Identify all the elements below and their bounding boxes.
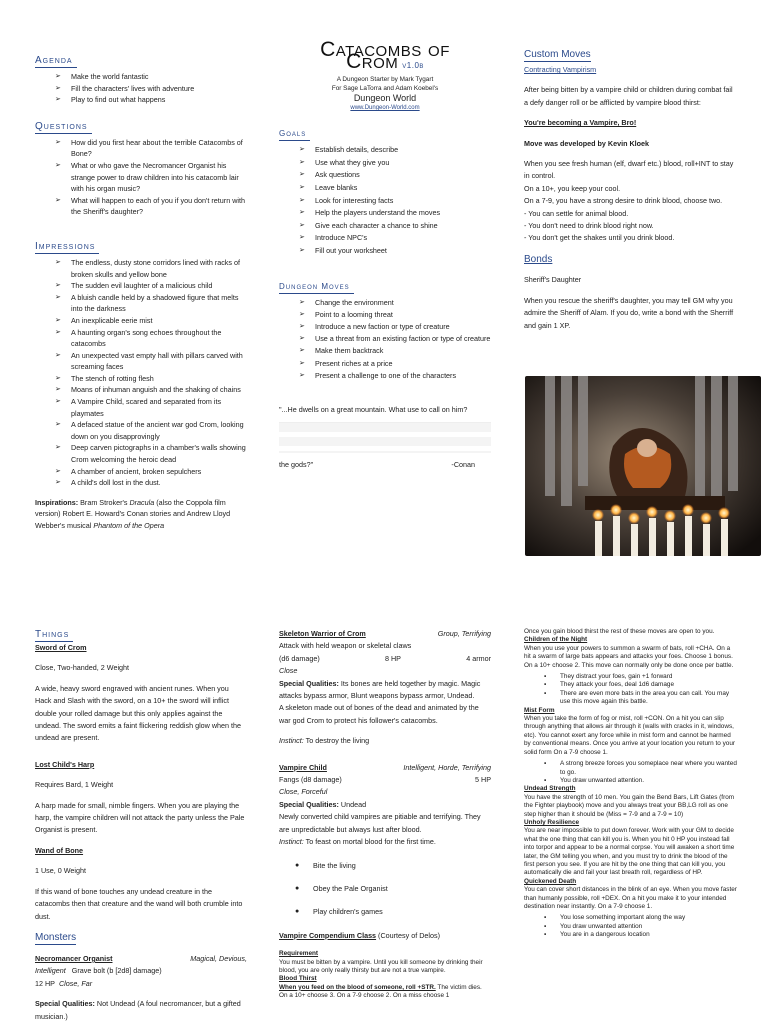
custom-body: When you see fresh human (elf, dwarf etc.) blood, roll+INT to stay in control. bbox=[524, 159, 734, 181]
unholy-resilience-title: Unholy Resilience bbox=[524, 818, 580, 826]
goals-heading: Goals bbox=[279, 127, 310, 141]
agenda-heading: Agenda bbox=[35, 54, 77, 68]
wand-title: Wand of Bone bbox=[35, 845, 84, 855]
list-item: ➢ An inexplicable eerie mist bbox=[71, 315, 247, 327]
compendium-title: Vampire Compendium Class bbox=[279, 930, 377, 940]
list-item: ➢ A chamber of ancient, broken sepulchers bbox=[71, 466, 247, 478]
custom-intro: After being bitten by a vampire child or children during combat fail a defy danger roll or be afflicted by vampire blood thirst: bbox=[524, 85, 733, 107]
list-item: ▪ There are even more bats in the area you can call. You may use this move again this battle. bbox=[560, 690, 738, 707]
undead-strength-title: Undead Strength bbox=[524, 785, 576, 793]
list-item: ➢ Fill out your worksheet bbox=[315, 245, 491, 258]
list-item: ➢ Moans of inhuman anguish and the shaking of chains bbox=[71, 384, 247, 396]
skeleton-tags: Group, Terrifying bbox=[437, 629, 491, 638]
skeleton-name: Skeleton Warrior of Crom bbox=[279, 629, 366, 638]
organist-illustration bbox=[525, 376, 761, 556]
column-left-top bbox=[35, 54, 247, 532]
questions-heading: Questions bbox=[35, 120, 92, 134]
list-item: ➢ Deep carven pictographs in a chamber's walls showing Crom welcoming the heroic dead bbox=[71, 442, 247, 465]
move-developer: Move was developed by Kevin Kloek bbox=[524, 138, 650, 148]
list-item: ➢ Present riches at a price bbox=[315, 358, 491, 370]
list-item: ➢ Give each character a chance to shine bbox=[315, 220, 491, 233]
skeleton-qualities: Special Qualities: Its bones are held together by magic. Magic attacks bypass armor, Blunt weapons bypass armor, Undead. bbox=[279, 678, 481, 701]
questions-list bbox=[35, 137, 247, 218]
list-item: ➢ Present a challenge to one of the characters bbox=[315, 370, 491, 382]
impressions-list bbox=[35, 257, 247, 489]
bonds-heading: Bonds bbox=[524, 253, 553, 265]
skeleton-desc: A skeleton made out of bones of the dead and animated by the war god Crom to protect his follower's catacombs. bbox=[279, 703, 479, 725]
dungeon-moves-heading: Dungeon Moves bbox=[279, 280, 354, 294]
list-item: ➢ A defaced statue of the ancient war god Crom, looking down on you disapprovingly bbox=[71, 419, 247, 442]
list-item: ➢ Use a threat from an existing faction or type of creature bbox=[315, 333, 491, 345]
list-item: ➢ What will happen to each of you if you don't return with the Sheriff's daughter? bbox=[71, 195, 247, 218]
wand-tags: 1 Use, 0 Weight bbox=[35, 866, 87, 876]
version-label: v1.0b bbox=[402, 60, 424, 70]
necromancer-tags: Magical, Devious, bbox=[190, 953, 247, 963]
list-item: ➢ Change the environment bbox=[315, 297, 491, 309]
becoming-vampire: You're becoming a Vampire, Bro! bbox=[524, 118, 637, 128]
column-right-top: Custom Moves Contracting Vampirism After being bitten by a vampire child or children during combat fail a defy danger roll or be afflicted by vampire blood thirst: You're becoming a Vampire, Bro! Move was developed by Kevin Kloek When you see fresh human (elf, dwarf etc.) blood, roll+INT to stay in control. On a 10+, you keep your cool. On a 7-9, you have a strong desire to drink blood, choose two. - You can settle for animal blood. - You don't need to drink blood right now. - You don't get the shakes until you drink blood. Bonds Sheriff's Daughter When you rescue the sheriff's daughter, you may tell GM why you admire the Sheriff of Alam. If you do, write a bond with the Sherriff and gain 1 XP. bbox=[524, 48, 738, 332]
list-item: ➢ Point to a looming threat bbox=[315, 309, 491, 321]
list-item: ➢ The sudden evil laughter of a malicious child bbox=[71, 280, 247, 292]
things-heading: Things bbox=[35, 628, 73, 642]
necromancer-name: Necromancer Organist bbox=[35, 953, 113, 963]
list-item: ● Obey the Pale Organist bbox=[313, 883, 491, 895]
list-item: ➢ The stench of rotting flesh bbox=[71, 373, 247, 385]
list-item: ▪ They distract your foes, gain +1 forward bbox=[560, 673, 738, 681]
quote-author: -Conan bbox=[451, 459, 475, 469]
list-item: ➢ The endless, dusty stone corridors lined with racks of broken skulls and yellow bone bbox=[71, 257, 247, 280]
bonds-text: When you rescue the sheriff's daughter, you may tell GM why you admire the Sheriff of Alam. If you do, write a bond with the Sherriff and gain 1 XP. bbox=[524, 295, 734, 330]
sword-title: Sword of Crom bbox=[35, 643, 87, 652]
quote-end: the gods?" -Conan bbox=[279, 459, 475, 469]
game-name: Dungeon World bbox=[353, 93, 417, 104]
list-item: ● Play children's games bbox=[313, 906, 491, 918]
column-middle-top bbox=[279, 38, 491, 470]
website-link[interactable]: www.Dungeon-World.com bbox=[350, 105, 420, 112]
list-item: ➢ Introduce NPC's bbox=[315, 232, 491, 245]
custom-moves-heading: Custom Moves bbox=[524, 49, 591, 60]
credits: A Dungeon Starter by Mark Tygart For Sage LaTorra and Adam Koebel's Dungeon World www.Dungeon-World.com bbox=[279, 75, 491, 113]
sword-text: A wide, heavy sword engraved with ancient runes. When you Hack and Slash with the sword, on a 10+ the sword will inflict double your rolled damage but this only applies against the undead. The sword emits a faint flickering reddish glow when the undead are present. bbox=[35, 683, 242, 743]
list-item: ▪ A strong breeze forces you someplace near where you wanted to go. bbox=[560, 760, 738, 777]
column-right-bottom: Once you gain blood thirst the rest of these moves are open to you. Children of the Night When you use your powers to summon a swarm of bats, roll +CHA. On a hit a swarm of large bats appears and attacks your foes. Choose 1 bonus. On a 10+ choose 2. This move can normally only be done once per battle. ▪ They distract your foes, gain +1 forward ▪ They attack your foes, deal 1d6 damage ▪ There are even more bats in the area you can call. You may use this move again this battle. Mist Form When you take the form of fog or mist, roll +CON. On a hit you can slip through anything that allows air through it (walls with cracks in it, windows, etc). You cannot exert any force while in mist form and cannot be harmed by conventional means. Once you arrive at your location you return to your solid form On a 7-9 choose 1. ▪ A strong breeze forces you someplace near where you wanted to go. ▪ You draw unwanted attention. Undead Strength You have the strength of 10 men. You gain the Bend Bars, Lift Gates (from the Fighter playbook) move and you always treat your BB,LG roll as one step higher than it should be (Miss = 7-9 and a 7-9 = 10) Unholy Resilience You are near impossible to put down forever. Work with your GM to decide what the one thing that can kill you is. When you hit 0 HP you instead fall into torpor and appear to be a normal corpse. You will awaken a short time later, the GM telling you when, and you must try to drink the blood of the first person you see. If you are hit by the one thing that can kill you, you automatically die and fail your last breath roll, regardless of HP. Quickened Death You can cover short distances in the blink of an eye. When you move faster than humanly possible, roll +DEX. On a hit you make it to your intended destination near instantly. On a 7-9 choose 1. ▪ You lose something important along the way ▪ You draw unwanted attention ▪ You are in a dangerous location bbox=[524, 628, 738, 940]
list-item: ➢ Leave blanks bbox=[315, 182, 491, 195]
list-item: ➢ How did you first hear about the terrible Catacombs of Bone? bbox=[71, 137, 247, 160]
list-item: ▪ You lose something important along the way bbox=[560, 914, 738, 922]
page-title: Catacombs of Crom v1.0b bbox=[320, 38, 450, 73]
impressions-heading: Impressions bbox=[35, 240, 99, 254]
necromancer-qualities: Special Qualities: Not Undead (A foul necromancer, but a gifted musician.) bbox=[35, 999, 241, 1021]
list-item: ➢ Use what they give you bbox=[315, 157, 491, 170]
list-item: ➢ Help the players understand the moves bbox=[315, 207, 491, 220]
inspirations-text: Inspirations: Bram Stroker's Dracula (also the Coppola film version) Robert E. Howard's Conan stories and Andrew Lloyd Webber's musical Phantom of the Opera bbox=[35, 497, 231, 530]
list-item: ➢ A haunting organ's song echoes throughout the catacombs bbox=[71, 327, 247, 350]
wand-text: If this wand of bone touches any undead creature in the catacombs then that creature and the wand will both crumble into dust. bbox=[35, 886, 243, 921]
list-item: ➢ A Vampire Child, scared and separated from its playmates bbox=[71, 396, 247, 419]
list-item: ➢ An unexpected vast empty hall with pillars carved with screaming faces bbox=[71, 350, 247, 373]
harp-tags: Requires Bard, 1 Weight bbox=[35, 780, 114, 790]
vampire-child-tags: Intelligent, Horde, Terrifying bbox=[403, 762, 491, 772]
vampire-moves-list bbox=[279, 860, 491, 919]
list-item: ➢ Fill the characters' lives with adventure bbox=[71, 83, 247, 95]
list-item: ➢ Ask questions bbox=[315, 169, 491, 182]
goals-list bbox=[279, 144, 491, 257]
quote-line: "...He dwells on a great mountain. What use to call on him? bbox=[279, 404, 468, 414]
quickened-death-title: Quickened Death bbox=[524, 877, 577, 885]
harp-title: Lost Child's Harp bbox=[35, 759, 95, 769]
monsters-heading: Monsters bbox=[35, 931, 77, 943]
vampire-child-name: Vampire Child bbox=[279, 762, 327, 772]
list-item: ▪ You are in a dangerous location bbox=[560, 931, 738, 939]
list-item: ➢ A bluish candle held by a shadowed figure that melts into the darkness bbox=[71, 292, 247, 315]
list-item: ➢ Establish details, describe bbox=[315, 144, 491, 157]
sword-tags: Close, Two-handed, 2 Weight bbox=[35, 663, 130, 673]
column-middle-bottom: Skeleton Warrior of Crom Group, Terrifying Attack with held weapon or skeletal claws (d6 damage) 8 HP 4 armor Close Special Qualities: Its bones are held together by magic. Magic attacks bypass armor, Blunt weapons bypass armor, Undead. A skeleton made out of bones of the dead and animated by the war god Crom to protect his follower's catacombs. Instinct: To destroy the living Vampire Child Intelligent, Horde, Terrifying Fangs (d8 damage) 5 HP Close, Forceful Special Qualities: Undead Newly converted child vampires are pitiable and terrifying. They are unpredictable but always lust after blood. Instinct: To feast on mortal blood for the first time. ● Bite the living ● Obey the Pale Organist ● Play children's games Vampire Compendium Class (Courtesy of Delos) Requirement You must be bitten by a vampire. Until you kill someone by drinking their blood, you are only really thirsty but are not a true vampire. Blood Thirst When you feed on the blood of someone, roll +STR. The victim dies. On a 10+ choose 3. On a 7-9 choose 2. On a miss choose 1 bbox=[279, 628, 491, 1001]
quote-blank bbox=[279, 422, 491, 453]
contracting-vampirism-title: Contracting Vampirism bbox=[524, 65, 597, 74]
list-item: ➢ A child's doll lost in the dust. bbox=[71, 477, 247, 489]
column-left-bottom: Things Sword of Crom Close, Two-handed, 2 Weight A wide, heavy sword engraved with ancient runes. When you Hack and Slash with the sword, on a 10+ the sword will inflict double your rolled damage but this only applies against the undead. The sword emits a faint flickering reddish glow when the undead are present. Lost Child's Harp Requires Bard, 1 Weight A harp made for small, nimble fingers. When you are playing the harp, the vampire children will not attack the party unless the Pale Organist is present. Wand of Bone 1 Use, 0 Weight If this wand of bone touches any undead creature in the catacombs then that creature and the wand will both crumble into dust. Monsters Necromancer Organist Magical, Devious, Intelligent Grave bolt (b [2d8] damage) 12 HP Close, Far Special Qualities: Not Undead (A foul necromancer, but a gifted musician.) bbox=[35, 628, 247, 1023]
list-item: ➢ Introduce a new faction or type of creature bbox=[315, 321, 491, 333]
list-item: ➢ Make the world fantastic bbox=[71, 71, 247, 83]
agenda-list bbox=[35, 71, 247, 106]
list-item: ➢ Play to find out what happens bbox=[71, 94, 247, 106]
organist-image bbox=[525, 376, 761, 556]
bonds-sub: Sheriff's Daughter bbox=[524, 275, 582, 285]
inspirations-label: Inspirations: bbox=[35, 497, 79, 507]
list-item: ➢ Make them backtrack bbox=[315, 345, 491, 357]
list-item: ▪ They attack your foes, deal 1d6 damage bbox=[560, 681, 738, 689]
harp-text: A harp made for small, nimble fingers. When you are playing the harp, the vampire children will not attack the party unless the Pale Organist is present. bbox=[35, 800, 245, 835]
list-item: ● Bite the living bbox=[313, 860, 491, 872]
list-item: ▪ You draw unwanted attention. bbox=[560, 777, 738, 785]
list-item: ▪ You draw unwanted attention bbox=[560, 923, 738, 931]
list-item: ➢ What or who gave the Necromancer Organist his strange power to draw children into his catacomb lair with his organ music? bbox=[71, 160, 247, 195]
dungeon-moves-list bbox=[279, 297, 491, 382]
list-item: ➢ Look for interesting facts bbox=[315, 195, 491, 208]
mist-form-title: Mist Form bbox=[524, 706, 555, 714]
children-night-title: Children of the Night bbox=[524, 636, 588, 644]
